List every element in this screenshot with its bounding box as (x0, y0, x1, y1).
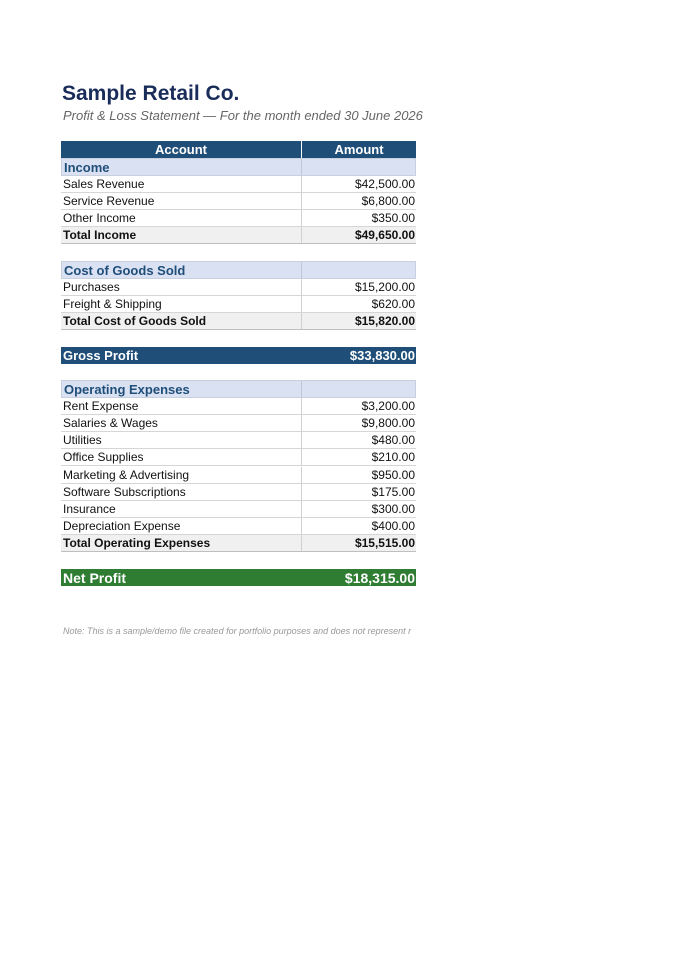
table-header (61, 141, 416, 158)
table-row (61, 210, 416, 227)
table-row (61, 176, 416, 193)
account-column-header: Account (61, 141, 302, 158)
row-amount: $300.00 (371, 502, 415, 516)
total-amount: $49,650.00 (354, 228, 415, 242)
row-label: Freight & Shipping (61, 296, 302, 312)
row-label: Salaries & Wages (61, 415, 302, 431)
gross-profit-row (61, 347, 416, 364)
section-label: Operating Expenses (62, 381, 302, 397)
row-amount: $950.00 (371, 468, 415, 482)
row-label: Service Revenue (61, 193, 302, 209)
section-amount-empty (302, 159, 415, 175)
row-amount: $15,200.00 (354, 280, 415, 294)
company-title: Sample Retail Co. (62, 82, 240, 105)
row-label: Purchases (61, 279, 302, 295)
section-amount-empty (302, 381, 415, 397)
section-amount-empty (302, 262, 415, 278)
row-amount: $350.00 (371, 211, 415, 225)
table-row (61, 296, 416, 313)
row-label: Office Supplies (61, 449, 302, 465)
table-row (61, 279, 416, 296)
row-amount: $6,800.00 (361, 194, 415, 208)
table-row (61, 432, 416, 449)
section-label: Income (62, 159, 302, 175)
row-label: Other Income (61, 210, 302, 226)
section-heading-income (61, 158, 416, 176)
statement-subtitle: Profit & Loss Statement — For the month ended 30 June 2026 (63, 108, 423, 123)
row-amount: $620.00 (371, 297, 415, 311)
gross-profit-label: Gross Profit (63, 348, 139, 363)
net-profit-amount: $18,315.00 (344, 569, 415, 586)
total-amount: $15,820.00 (354, 314, 415, 328)
row-label: Utilities (61, 432, 302, 448)
total-amount: $15,515.00 (354, 536, 415, 550)
section-heading-opex (61, 380, 416, 398)
net-profit-label: Net Profit (63, 569, 126, 586)
amount-column-header: Amount (334, 142, 384, 157)
table-row (61, 467, 416, 484)
table-row (61, 193, 416, 210)
table-row (61, 398, 416, 415)
section-label: Cost of Goods Sold (62, 262, 302, 278)
footnote: Note: This is a sample/demo file created for portfolio purposes and does not represent r (63, 626, 412, 636)
table-row (61, 501, 416, 518)
section-heading-cogs (61, 261, 416, 279)
table-row (61, 518, 416, 535)
row-amount: $9,800.00 (361, 416, 415, 430)
row-amount: $210.00 (371, 450, 415, 464)
total-row-income (61, 227, 416, 244)
net-profit-row (61, 569, 416, 586)
row-label: Marketing & Advertising (61, 467, 302, 483)
table-row (61, 484, 416, 501)
row-label: Software Subscriptions (61, 484, 302, 500)
table-row (61, 415, 416, 432)
row-amount: $175.00 (371, 485, 415, 499)
total-label: Total Operating Expenses (61, 535, 302, 551)
total-row-opex (61, 535, 416, 552)
row-amount: $42,500.00 (354, 177, 415, 191)
total-row-cogs (61, 313, 416, 330)
total-label: Total Cost of Goods Sold (61, 313, 302, 329)
row-amount: $3,200.00 (361, 399, 415, 413)
row-label: Rent Expense (61, 398, 302, 414)
row-amount: $400.00 (371, 519, 415, 533)
row-label: Sales Revenue (61, 176, 302, 192)
row-label: Insurance (61, 501, 302, 517)
table-row (61, 449, 416, 466)
total-label: Total Income (61, 227, 302, 243)
gross-profit-amount: $33,830.00 (349, 348, 415, 363)
row-amount: $480.00 (371, 433, 415, 447)
row-label: Depreciation Expense (61, 518, 302, 534)
